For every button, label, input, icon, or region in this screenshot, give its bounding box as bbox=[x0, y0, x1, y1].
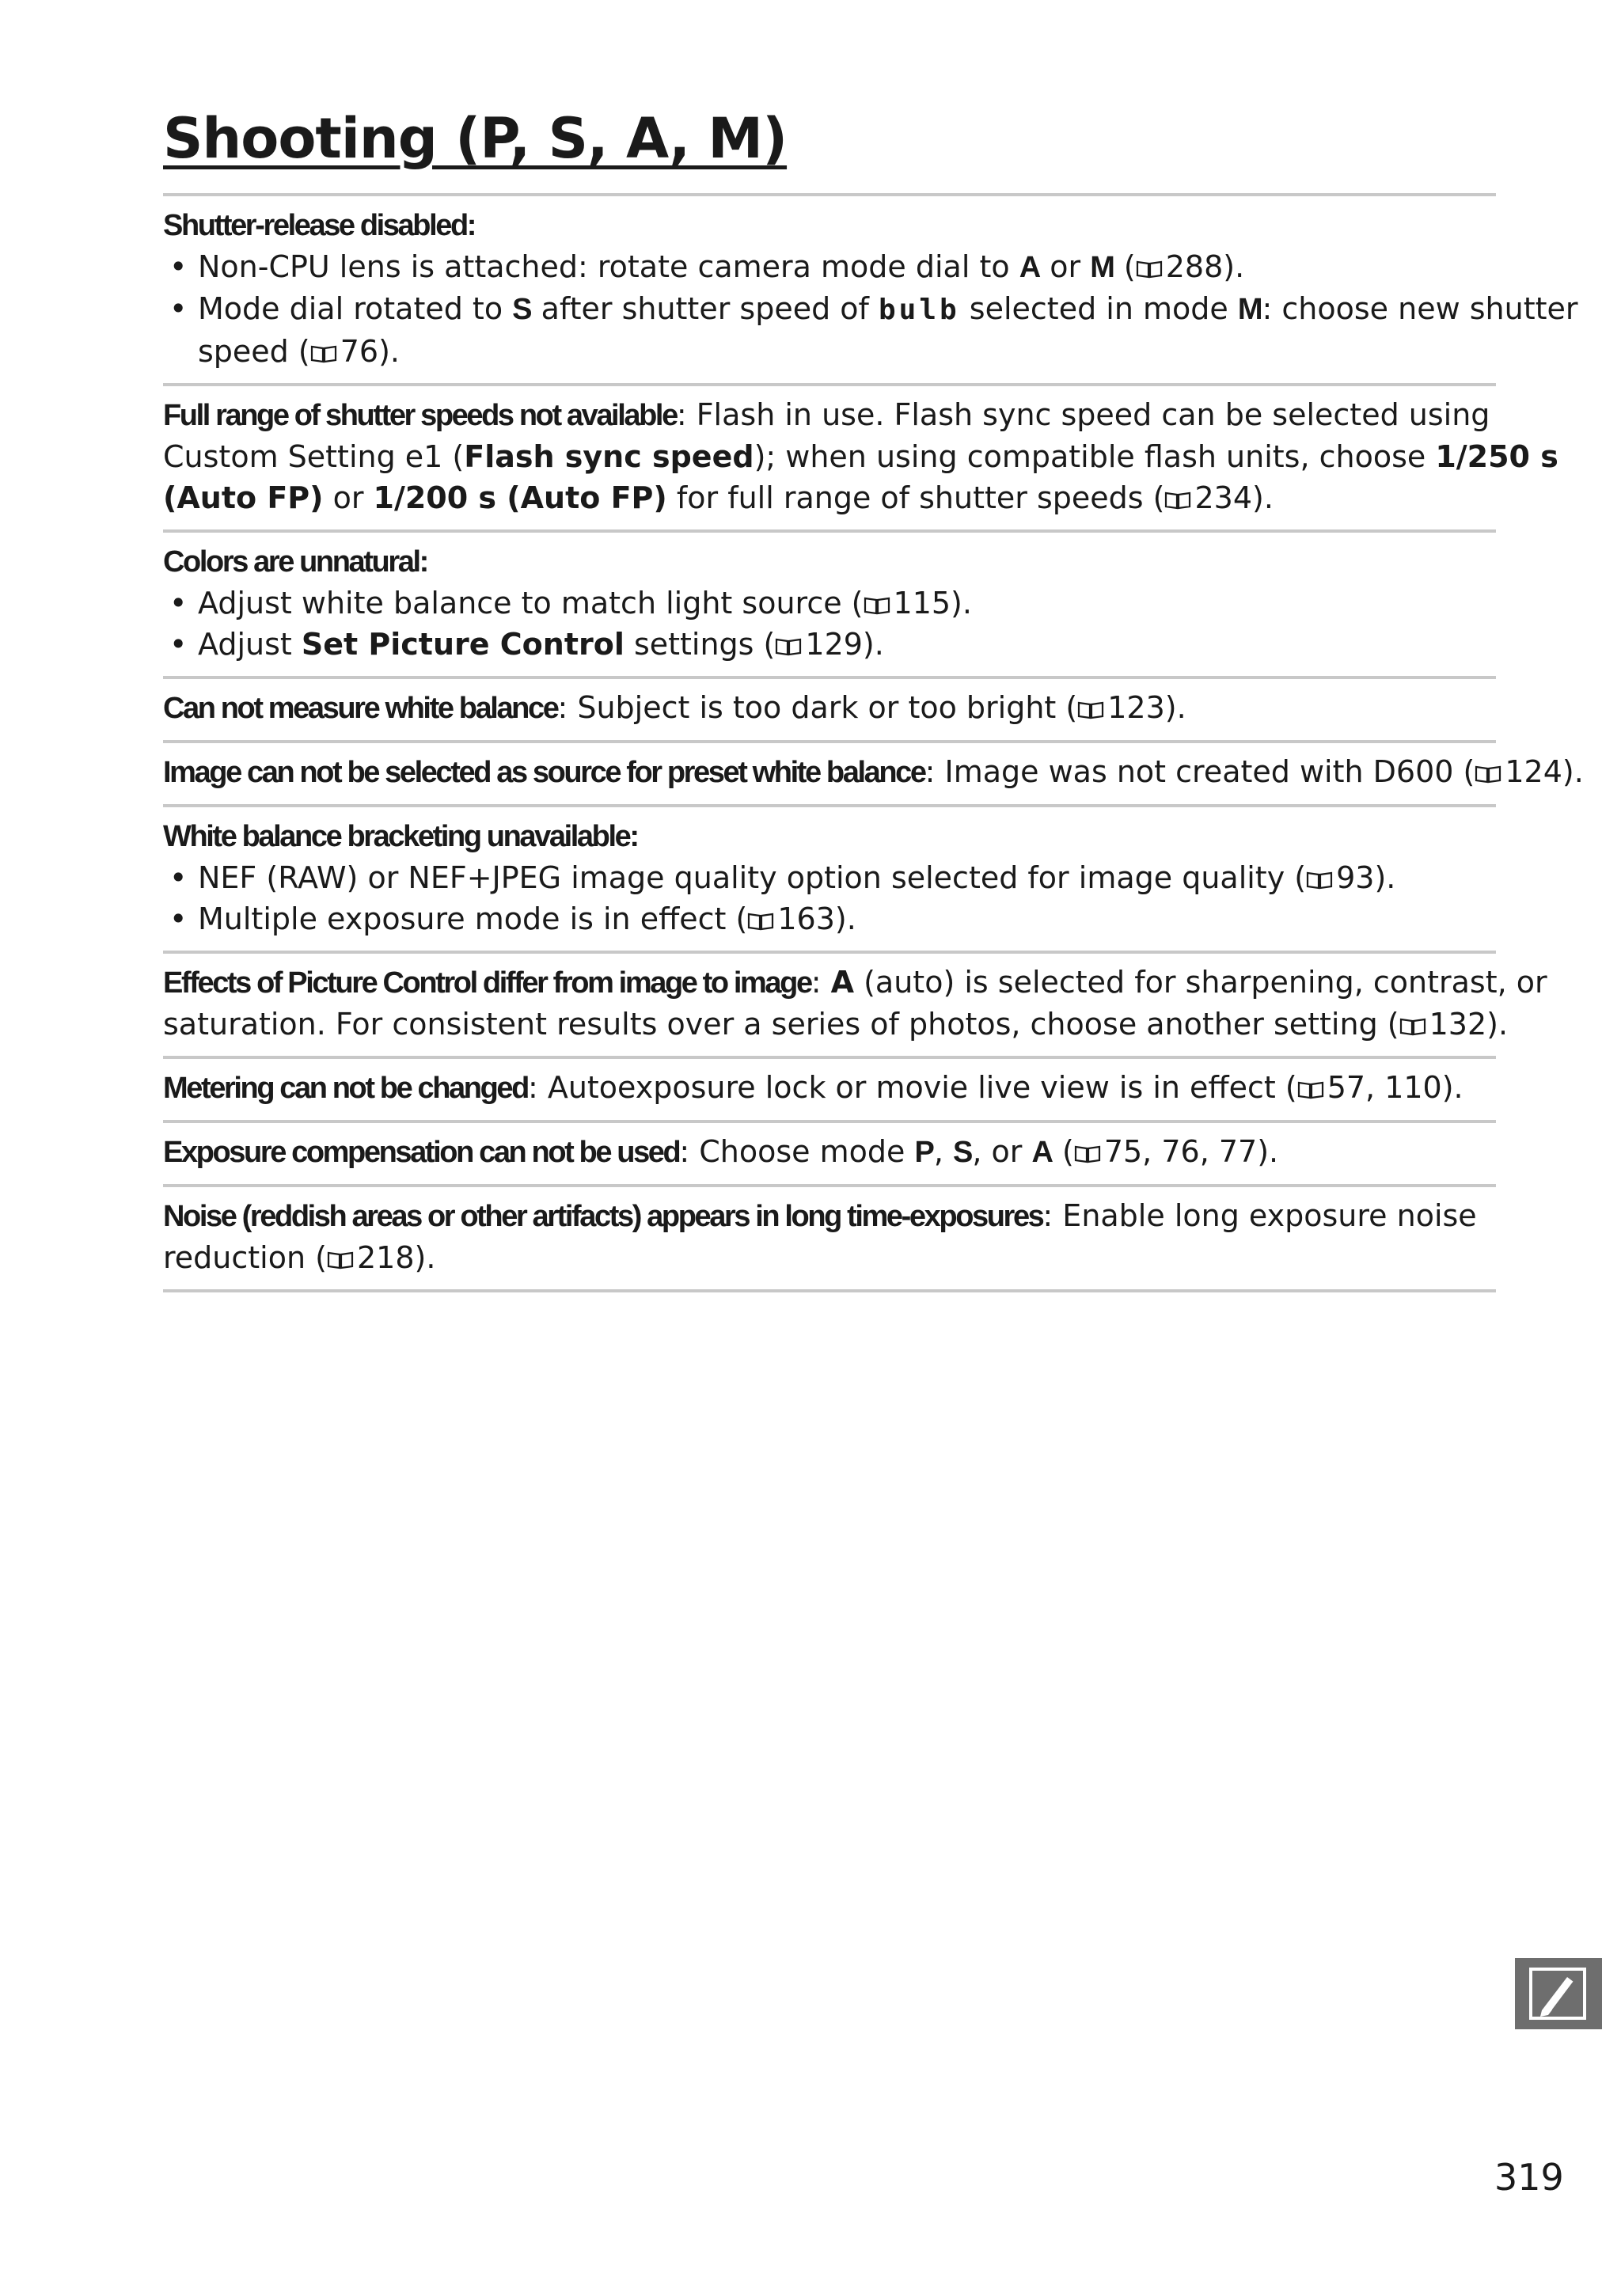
list-item: • Non-CPU lens is attached: rotate camera mode dial to A or M ( 288). bbox=[163, 246, 1496, 288]
list-item: • Multiple exposure mode is in effect ( 163). bbox=[163, 898, 1496, 939]
book-reference-icon bbox=[1164, 491, 1191, 510]
entry-wb-bracketing: White balance bracketing unavailable: • NEF (RAW) or NEF+JPEG image quality option selected for image quality ( 93). • Multiple exposure mode is in effect ( 163). bbox=[163, 804, 1496, 951]
entry-heading: Colors are unnatural bbox=[163, 545, 419, 579]
book-reference-icon bbox=[1399, 1017, 1426, 1036]
bullet-icon: • bbox=[169, 901, 188, 936]
book-reference-icon bbox=[1136, 260, 1163, 279]
book-reference-icon bbox=[1077, 700, 1104, 719]
section-tab bbox=[1515, 1958, 1602, 2029]
list-item: • Mode dial rotated to S after shutter speed of bulb selected in mode M: choose new shutter speed ( 76). bbox=[163, 288, 1496, 372]
book-reference-icon bbox=[1297, 1080, 1324, 1099]
book-reference-icon bbox=[1306, 871, 1333, 890]
bullet-icon: • bbox=[169, 586, 188, 620]
bullet-icon: • bbox=[169, 627, 188, 662]
page-number: 319 bbox=[1494, 2156, 1564, 2199]
list-item: • NEF (RAW) or NEF+JPEG image quality option selected for image quality ( 93). bbox=[163, 857, 1496, 898]
book-reference-icon bbox=[864, 596, 890, 615]
pencil-wrench-icon bbox=[1515, 1958, 1602, 2029]
entry-noise: Noise (reddish areas or other artifacts) appears in long time-exposures: Enable long exposure noise reduction ( 218). bbox=[163, 1184, 1496, 1292]
entry-metering: Metering can not be changed: Autoexposure lock or movie live view is in effect ( 57, 110). bbox=[163, 1056, 1496, 1120]
bulb-display-text: bulb bbox=[879, 294, 960, 326]
entry-colors-unnatural: Colors are unnatural: • Adjust white balance to match light source ( 115). • Adjust Set Picture Control settings ( 129). bbox=[163, 529, 1496, 676]
entry-preset-white-balance: Image can not be selected as source for preset white balance: Image was not created with D600 ( 124). bbox=[163, 740, 1496, 804]
list-item: • Adjust white balance to match light source ( 115). bbox=[163, 583, 1496, 624]
entry-exposure-compensation: Exposure compensation can not be used: Choose mode P, S, or A ( 75, 76, 77). bbox=[163, 1120, 1496, 1184]
entry-shutter-release-disabled: Shutter-release disabled: • Non-CPU lens is attached: rotate camera mode dial to A or M ( 288). • Mode dial rotated to S after shutter speed of bulb selected in mode M: choose new shutter speed ( 76). bbox=[163, 193, 1496, 383]
entry-picture-control: Effects of Picture Control differ from image to image: A (auto) is selected for sharpening, contrast, or saturation. For consistent results over a series of photos, choose another setting ( 132). bbox=[163, 951, 1496, 1056]
entry-measure-white-balance: Can not measure white balance: Subject is too dark or too bright ( 123). bbox=[163, 676, 1496, 740]
entry-full-range-shutter: Full range of shutter speeds not available: Flash in use. Flash sync speed can be selected using Custom Setting e1 (Flash sync speed); when using compatible flash units, choose 1/250 s (Auto FP) or 1/200 s (Auto FP) for full range of shutter speeds ( 234). bbox=[163, 383, 1496, 529]
bullet-icon: • bbox=[169, 249, 188, 284]
book-reference-icon bbox=[1074, 1144, 1101, 1163]
entry-heading: Can not measure white balance bbox=[163, 692, 558, 725]
list-item: • Adjust Set Picture Control settings ( 129). bbox=[163, 624, 1496, 665]
bullet-icon: • bbox=[169, 291, 188, 326]
bullet-list bbox=[163, 246, 1578, 372]
bullet-list bbox=[163, 583, 1496, 665]
entry-heading: Effects of Picture Control differ from image to image bbox=[163, 966, 811, 1000]
book-reference-icon bbox=[310, 344, 337, 363]
entry-heading: Metering can not be changed bbox=[163, 1072, 528, 1105]
entry-heading: Image can not be selected as source for preset white balance bbox=[163, 756, 925, 789]
page-title: Shooting (P, S, A, M) bbox=[163, 106, 788, 171]
book-reference-icon bbox=[1475, 765, 1501, 784]
entry-heading: Full range of shutter speeds not available bbox=[163, 399, 677, 432]
bullet-list bbox=[163, 857, 1496, 939]
entry-heading: Noise (reddish areas or other artifacts) appears in long time-exposures bbox=[163, 1200, 1043, 1233]
entry-heading: Exposure compensation can not be used bbox=[163, 1136, 680, 1169]
bullet-icon: • bbox=[169, 860, 188, 895]
book-reference-icon bbox=[327, 1250, 354, 1269]
troubleshooting-list bbox=[163, 193, 1584, 1292]
entry-heading: White balance bracketing unavailable bbox=[163, 820, 630, 853]
book-reference-icon bbox=[775, 637, 802, 656]
entry-heading: Shutter-release disabled bbox=[163, 209, 467, 242]
book-reference-icon bbox=[747, 912, 774, 931]
